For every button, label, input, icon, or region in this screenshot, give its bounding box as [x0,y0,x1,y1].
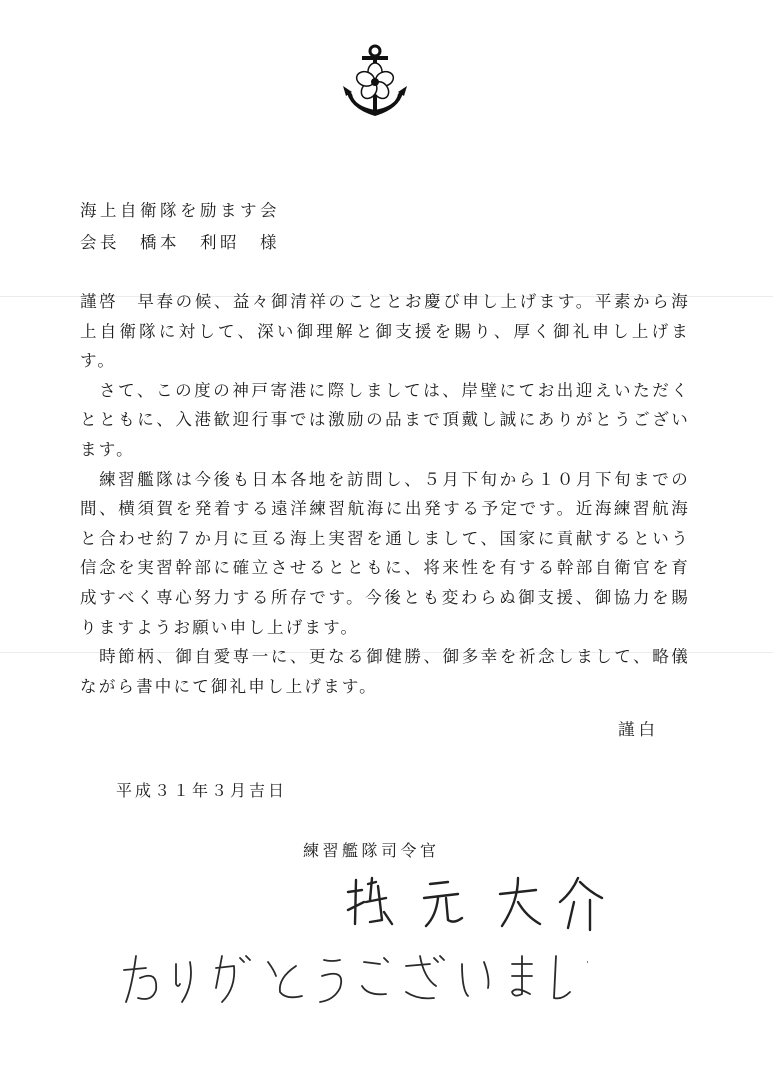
anchor-emblem-icon [340,42,410,120]
letter-date: 平成３１年３月吉日 [116,781,288,800]
closing-salutation: 謹白 [618,720,659,739]
paragraph-greeting: 謹啓 早春の候、益々御清祥のこととお慶び申し上げます。平素から海上自衛隊に対して、深い御理解と御支援を賜り、厚く御礼申し上げます。 [80,292,690,371]
sender-title: 練習艦隊司令官 [303,841,440,860]
paragraph-thanks: さて、この度の神戸寄港に際しましては、岸壁にてお出迎えいただくとともに、入港歓迎行事では激励の品まで頂戴し誠にありがとうございます。 [80,380,690,459]
letter-body [80,287,690,701]
recipient-name: 会長 橋本 利昭 様 [80,233,280,252]
handwritten-note [118,948,588,1010]
handwritten-signature [340,872,630,932]
paragraph-closing-wishes: 時節柄、御自愛専一に、更なる御健勝、御多幸を祈念しまして、略儀ながら書中にて御礼申し上げます。 [80,647,690,696]
paragraph-training-fleet: 練習艦隊は今後も日本各地を訪問し、５月下旬から１０月下旬までの間、横須賀を発着する遠洋練習航海に出発する予定です。近海練習航海と合わせ約７か月に亘る海上実習を通しまして、国家に貢献するという信念を実習幹部に確立させるとともに、将来性を有する幹部自衛官を育成すべく専心努力する所存です。今後とも変わらぬ御支援、御協力を賜りますようお願い申し上げます。 [80,469,690,637]
recipient-organization: 海上自衛隊を励ます会 [80,201,280,220]
